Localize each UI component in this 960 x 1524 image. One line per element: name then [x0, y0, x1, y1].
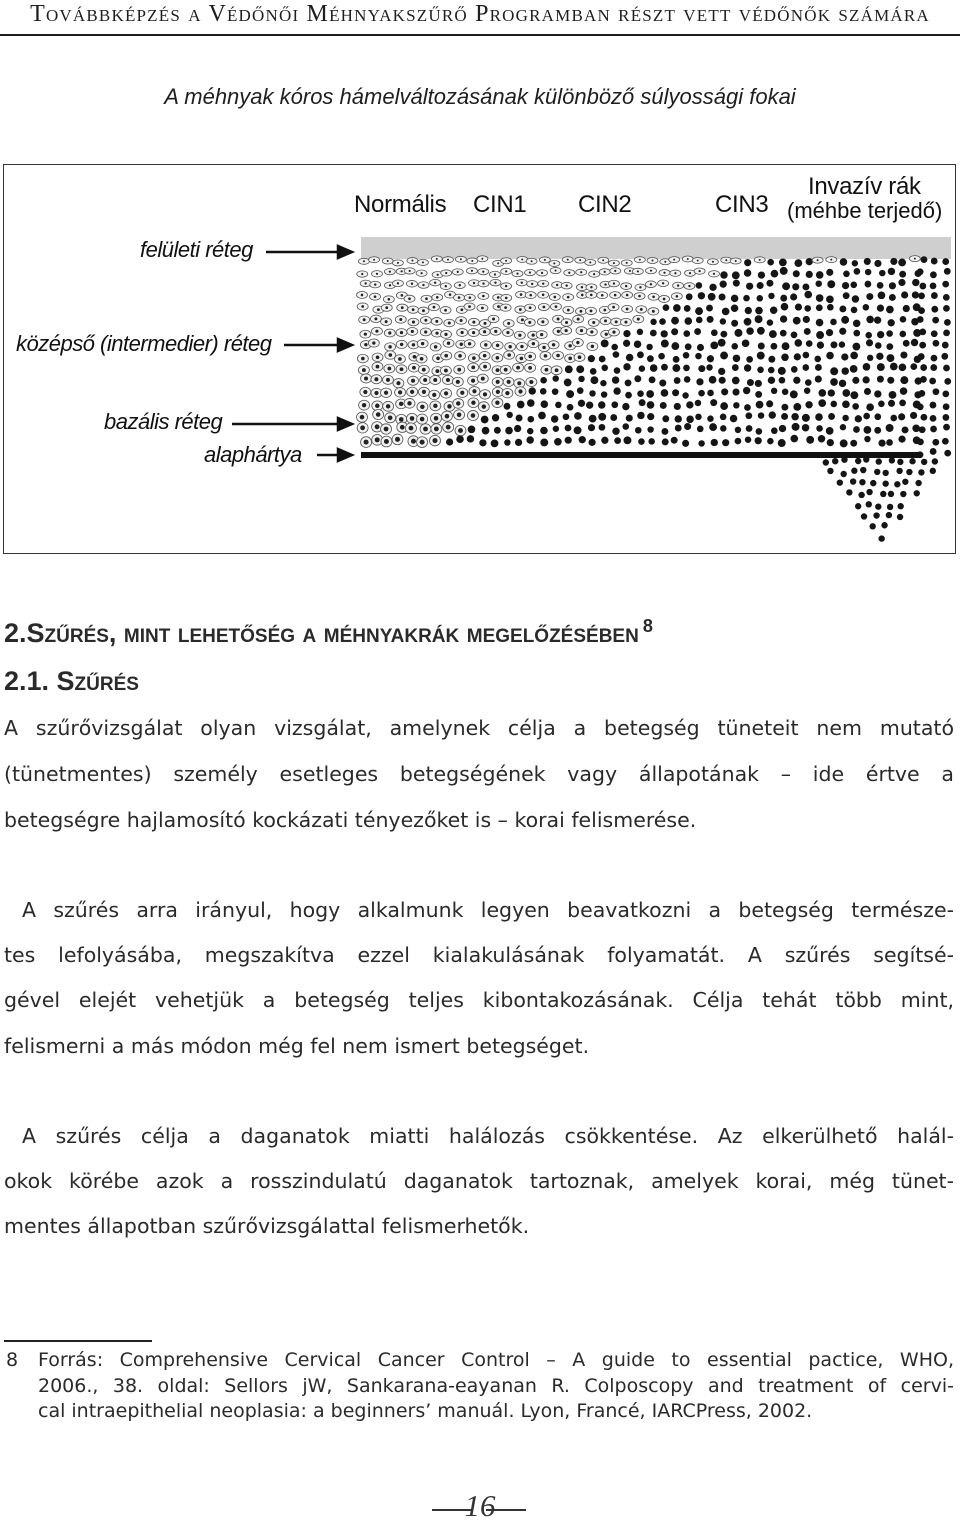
paragraph-3-line: A szűrés célja a daganatok miatti halálozás csökkentése. Az elkerülhető halál- — [22, 1124, 954, 1148]
paragraph-2-line: A szűrés arra irányul, hogy alkalmunk legyen beavatkozni a betegség természe- — [22, 898, 954, 922]
section-heading: 2.1. Szűrés — [4, 666, 139, 696]
footnote-line: cal intraepithelial neoplasia: a beginners’ manuál. Lyon, Francé, IARCPress, 2002. — [38, 1400, 813, 1422]
footnote-number: 8 — [6, 1349, 19, 1371]
page-number-dash-right — [486, 1509, 526, 1511]
footnote-line: Forrás: Comprehensive Cervical Cancer Control – A guide to essential pactice, WHO, — [38, 1349, 954, 1371]
label-basal-layer: bazális réteg — [104, 409, 223, 434]
paragraph-1-line: betegségre hajlamosító kockázati tényezőket is – korai felismerése. — [4, 808, 697, 832]
cell-layer — [356, 256, 951, 542]
running-head: Továbbképzés a Védőnői Méhnyakszűrő Programban részt vett védőnők számára — [0, 0, 960, 36]
footnote-ref: 8 — [642, 616, 653, 636]
footnote-line: 2006., 38. oldal: Sellors jW, Sankarana-eayanan R. Colposcopy and treatment of cervi- — [38, 1375, 954, 1397]
chapter-heading — [4, 616, 653, 649]
label-superficial-layer: felületi réteg — [140, 237, 253, 262]
stage-invasive: Invazív rák — [808, 173, 921, 200]
footnote-rule — [4, 1340, 152, 1342]
paragraph-2-line: tes lefolyásába, megszakítva ezzel kialakulásának folyamatát. A szűrés segítsé- — [4, 943, 954, 967]
label-basement-membrane: alaphártya — [204, 442, 302, 467]
stage-cin2: CIN2 — [578, 191, 632, 218]
stage-cin1: CIN1 — [473, 191, 527, 218]
cervical-lesion-figure — [3, 164, 956, 554]
figure-caption: A méhnyak kóros hámelváltozásának különböző súlyossági fokai — [164, 84, 796, 109]
page-number: 16 — [464, 1488, 496, 1523]
stage-cin3: CIN3 — [715, 191, 769, 218]
label-intermediate-layer: középső (intermedier) réteg — [16, 331, 272, 356]
superficial-band — [361, 237, 951, 259]
paragraph-1-line: A szűrővizsgálat olyan vizsgálat, amelynek célja a betegség tüneteit nem mutató — [4, 716, 954, 740]
paragraph-2-line: felismerni a más módon még fel nem ismert betegséget. — [4, 1034, 590, 1058]
stage-normal: Normális — [354, 191, 447, 218]
paragraph-2-line: gével elejét vehetjük a betegség teljes kibontakozásának. Célja tehát több mint, — [4, 988, 954, 1012]
paragraph-3-line: okok körébe azok a rosszindulatú daganatok tartoznak, amelyek korai, még tünet- — [4, 1169, 954, 1193]
chapter-heading-text: 2.Szűrés, mint lehetőség a méhnyakrák megelőzésében — [4, 618, 639, 648]
stage-invasive-note: (méhbe terjedő) — [787, 198, 943, 223]
paragraph-1-line: (tünetmentes) személy esetleges betegségének vagy állapotának – ide értve a — [4, 762, 954, 786]
basement-membrane — [361, 452, 921, 458]
paragraph-3-line: mentes állapotban szűrővizsgálattal felismerhetők. — [4, 1214, 530, 1238]
